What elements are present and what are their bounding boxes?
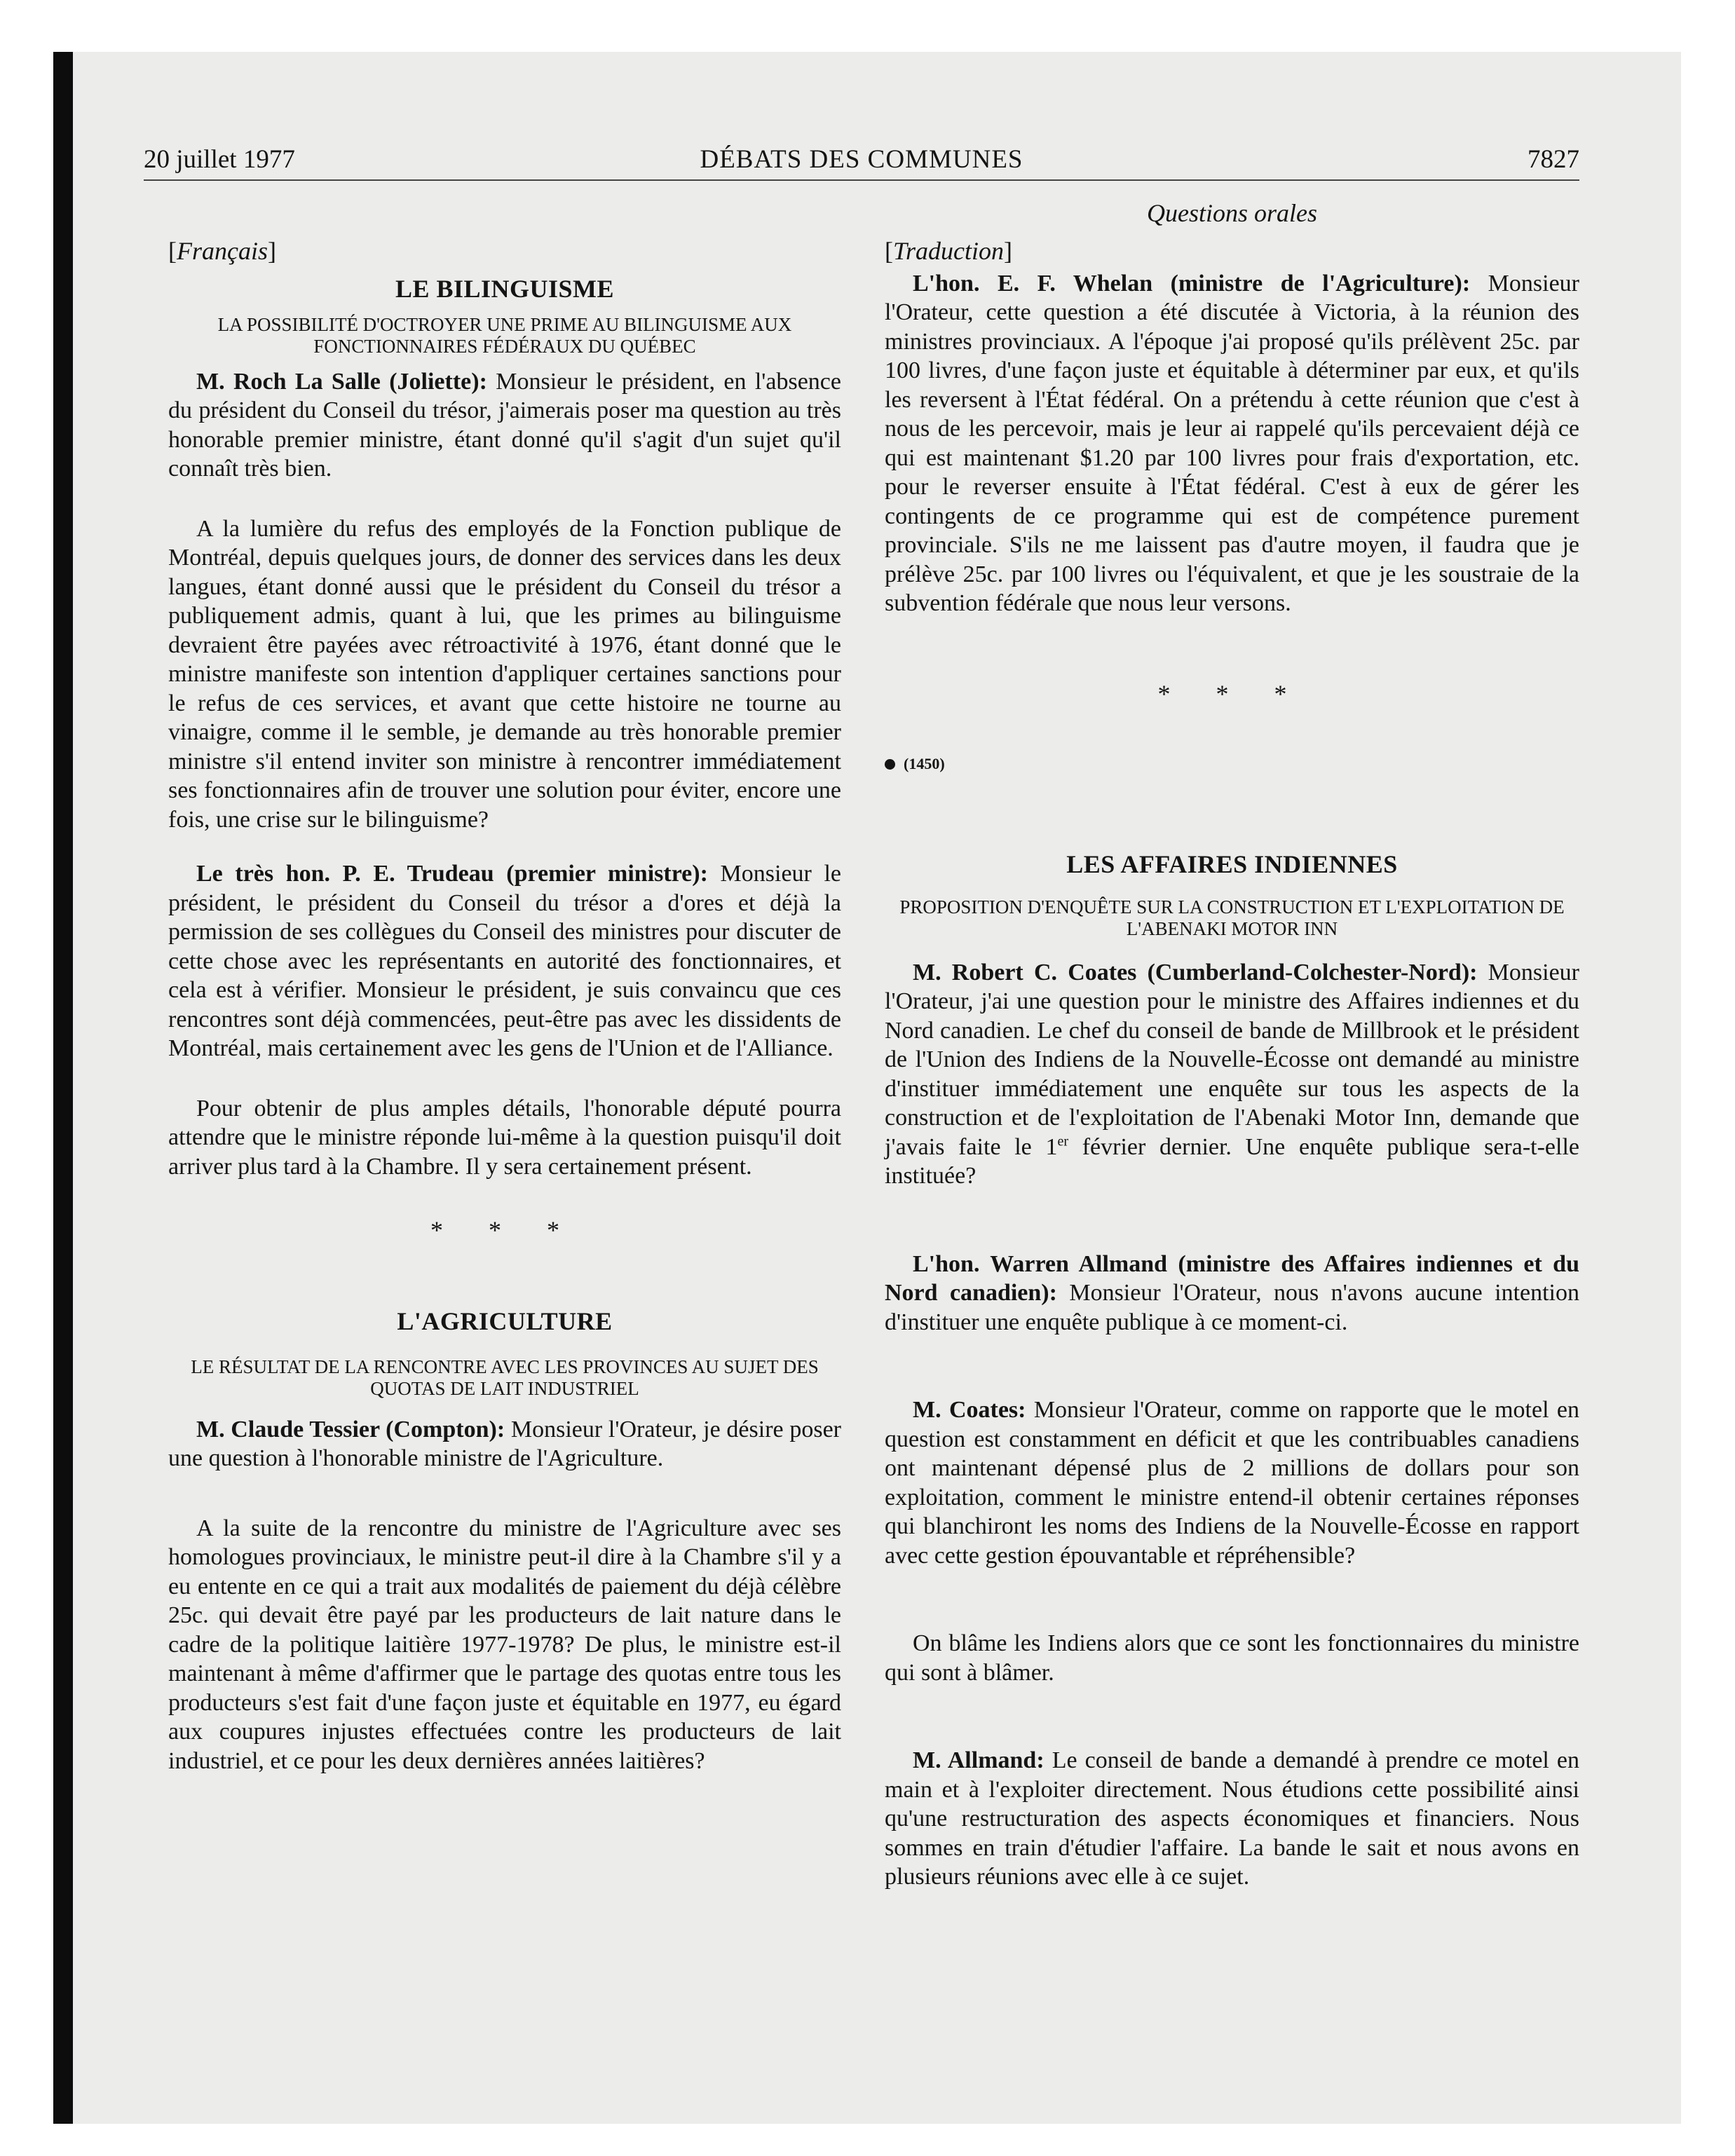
header-page-number: 7827 <box>1528 145 1579 174</box>
paragraph: M. Claude Tessier (Compton): Monsieur l'Orateur, je désire poser une question à l'honorable ministre de l'Agriculture. <box>168 1416 841 1471</box>
time-marker: (1450) <box>885 749 1579 779</box>
paragraph: M. Coates: Monsieur l'Orateur, comme on rapporte que le motel en question est constamment en déficit et que les contribuables canadiens ont maintenant dépensé plus de 2 millions de dollars pour son exploitation, comment le ministre entend-il obtenir certaines réponses qui blanchiront les noms des Indiens de la Nouvelle-Écosse en rapport avec cette gestion épouvantable et répréhensible? <box>885 1397 1579 1569</box>
paragraph: Le très hon. P. E. Trudeau (premier ministre): Monsieur le président, le président du Conseil du trésor a d'ores et déjà la permission de ses collègues du Conseil des ministres pour discuter de cette chose avec les représentants en autorité des fonctionnaires, et cela est à vérifier. Monsieur le président, je suis convaincu que ces rencontres sont déjà commencées, peut-être pas avec les dissidents de Montréal, mais certainement avec les gens de l'Union et de l'Alliance. <box>168 861 842 1061</box>
left-column <box>168 237 841 2031</box>
language-tag: [Français] <box>168 237 276 265</box>
speaker-name: L'hon. Warren Allmand (ministre des Affaires indiennes et du Nord canadien): <box>885 1250 1579 1306</box>
paragraph: Pour obtenir de plus amples détails, l'honorable député pourra attendre que le ministre réponde lui-même à la question puisqu'il doit arriver plus tard à la Chambre. Il y sera certainement présent. <box>168 1095 841 1180</box>
language-tag: [Traduction] <box>885 237 1013 265</box>
speaker-name: L'hon. E. F. Whelan (ministre de l'Agriculture): <box>913 270 1471 296</box>
section-separator: * * * <box>1157 679 1307 708</box>
right-column <box>885 237 1579 2031</box>
paragraph: M. Allmand: Le conseil de bande a demandé à prendre ce motel en main et à l'exploiter directement. Nous étudions cette possibilité ainsi qu'une restructuration des aspects économiques et financiers. Nous sommes en train d'étudier l'affaire. La bande le sait et nous avons en plusieurs réunions avec elle à ce sujet. <box>885 1747 1579 1890</box>
running-head: Questions orales <box>1147 199 1317 227</box>
section-title-agriculture: L'AGRICULTURE <box>397 1306 613 1335</box>
paragraph: On blâme les Indiens alors que ce sont les fonctionnaires du ministre qui sont à blâmer. <box>885 1630 1579 1686</box>
page-header <box>144 143 1579 181</box>
speaker-name: M. Claude Tessier (Compton): <box>196 1416 505 1442</box>
section-separator: * * * <box>430 1216 579 1244</box>
binding-edge <box>53 52 73 2124</box>
speaker-name: M. Roch La Salle (Joliette): <box>196 368 487 395</box>
section-subtitle: LE RÉSULTAT DE LA RENCONTRE AVEC LES PROVINCES AU SUJET DES QUOTAS DE LAIT INDUSTRIEL <box>191 1356 819 1399</box>
bullet-icon <box>885 759 895 770</box>
header-journal-title: DÉBATS DES COMMUNES <box>700 145 1023 174</box>
speaker-name: M. Coates: <box>913 1397 1026 1423</box>
header-date: 20 juillet 1977 <box>144 145 295 174</box>
section-subtitle: LA POSSIBILITÉ D'OCTROYER UNE PRIME AU BILINGUISME AUX FONCTIONNAIRES FÉDÉRAUX DU QUÉBEC <box>217 313 792 357</box>
speaker-name: M. Robert C. Coates (Cumberland-Colchester-Nord): <box>913 959 1478 985</box>
paragraph: M. Roch La Salle (Joliette): Monsieur le président, en l'absence du président du Conseil du trésor, j'aimerais poser ma question au très honorable premier ministre, étant donné qu'il s'agit d'un sujet qu'il connaît très bien. <box>168 368 841 482</box>
paragraph: L'hon. Warren Allmand (ministre des Affaires indiennes et du Nord canadien): Monsieur l'Orateur, nous n'avons aucune intention d'instituer une enquête publique à ce moment-ci. <box>885 1250 1579 1335</box>
paragraph: A la suite de la rencontre du ministre de l'Agriculture avec ses homologues provinciaux, le ministre peut-il dire à la Chambre s'il y a eu entente en ce qui a trait aux modalités de paiement du déjà célèbre 25c. qui devait être payé par les producteurs de lait nature dans le cadre de la politique laitière 1977-1978? De plus, le ministre est-il maintenant à même d'affirmer que le partage des quotas entre tous les producteurs s'est fait d'une façon juste et équitable en 1977, eu égard aux coupures injustes effectuées contre les producteurs de lait industriel, et ce pour les deux dernières années laitières? <box>168 1515 841 1774</box>
section-title-affaires-indiennes: LES AFFAIRES INDIENNES <box>1066 850 1398 878</box>
paragraph: M. Robert C. Coates (Cumberland-Colchester-Nord): Monsieur l'Orateur, j'ai une question pour le ministre des Affaires indiennes et du Nord canadien. Le chef du conseil de bande de Millbrook et le président de l'Union des Indiens de la Nouvelle-Écosse ont demandé au ministre d'instituer immédiatement une enquête sur tous les aspects de la construction et de l'exploitation de l'Abenaki Motor Inn, demande que j'avais faite le 1er février dernier. Une enquête publique sera-t-elle instituée? <box>885 959 1579 1189</box>
section-title-bilinguisme: LE BILINGUISME <box>395 274 615 303</box>
speaker-name: M. Allmand: <box>913 1747 1045 1773</box>
paragraph: A la lumière du refus des employés de la Fonction publique de Montréal, depuis quelques jours, de donner des services dans les deux langues, étant donné aussi que le président du Conseil du trésor a publiquement admis, quant à lui, que les primes au bilinguisme devraient être payées avec rétroactivité à 1976, étant donné que le ministre manifeste son intention d'appliquer certaines sanctions pour le refus de ces services, et avant que cette histoire ne tourne au vinaigre, comme il le semble, je demande au très honorable premier ministre s'il entend inviter son ministre à rencontrer immédiatement ses fonctionnaires afin de trouver une solution pour éviter, encore une fois, une crise sur le bilinguisme? <box>168 515 841 833</box>
speaker-name: Le très hon. P. E. Trudeau (premier ministre): <box>196 861 708 887</box>
paragraph: L'hon. E. F. Whelan (ministre de l'Agriculture): Monsieur l'Orateur, cette question a été discutée à Victoria, à la réunion des ministres provinciaux. A l'époque j'ai proposé qu'ils prélèvent 25c. par 100 livres, d'une façon juste et équitable à déterminer par eux, et qu'ils les reversent à l'État fédéral. On a prétendu à cette réunion que c'est à nous de les percevoir, mais je leur ai rappelé qu'ils percevaient déjà ce qui est maintenant $1.20 par 100 livres pour frais d'exportation, etc. pour le reverser ensuite à l'État fédéral. C'est à eux de gérer les contingents de ce programme qui est de compétence purement provinciale. S'ils ne me laissent pas d'autre moyen, il faudra que je prélève 25c. par 100 livres ou l'équivalent, et que je les soustraie de la subvention fédérale que nous leur versons. <box>885 270 1579 616</box>
section-subtitle: PROPOSITION D'ENQUÊTE SUR LA CONSTRUCTION ET L'EXPLOITATION DE L'ABENAKI MOTOR INN <box>899 896 1565 939</box>
